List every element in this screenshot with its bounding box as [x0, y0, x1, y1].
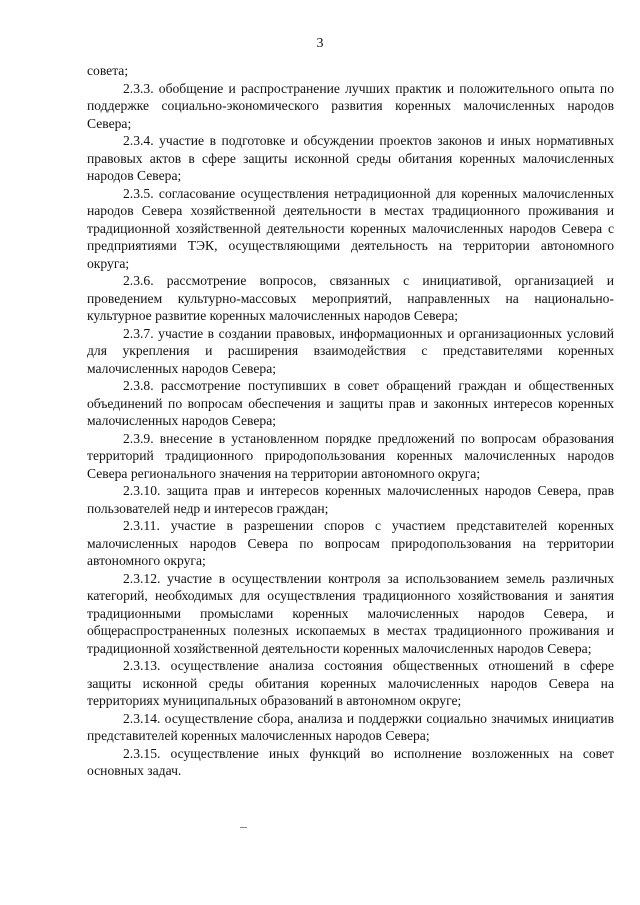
paragraph-2-3-6: 2.3.6. рассмотрение вопросов, связанных с инициативой, организацией и проведением культурно-массовых мероприятий, направленных на национально-культурное развитие коренных малочисленных народов Севера; [87, 273, 614, 323]
paragraph-2-3-3: 2.3.3. обобщение и распространение лучших практик и положительного опыта по поддержке социально-экономического развития коренных малочисленных народов Севера; [87, 80, 614, 131]
paragraph-2-3-4: 2.3.4. участие в подготовке и обсуждении проектов законов и иных нормативных правовых актов в сфере защиты исконной среды обитания коренных малочисленных народов Севера; [87, 133, 614, 183]
paragraph-2-3-14: 2.3.14. осуществление сбора, анализа и поддержки социально значимых инициатив представителей коренных малочисленных народов Севера; [87, 710, 614, 743]
paragraph-2-3-9: 2.3.9. внесение в установленном порядке предложений по вопросам образования территорий традиционного природопользования коренных малочисленных народов Севера регионального значения на территории автономного округа; [87, 430, 614, 481]
scan-mark [240, 827, 247, 828]
paragraph-2-3-15: 2.3.15. осуществление иных функций во исполнение возложенных на совет основных задач. [87, 745, 614, 778]
document-body [87, 62, 614, 780]
paragraph-2-3-11: 2.3.11. участие в разрешении споров с участием представителей коренных малочисленных народов Севера по вопросам природопользования на территории автономного округа; [87, 518, 614, 568]
paragraph-2-3-5: 2.3.5. согласование осуществления нетрадиционной для коренных малочисленных народов Севера хозяйственной деятельности в местах традиционного проживания и традиционной хозяйственной деятельности коренных малочисленных народов Севера с предприятиями ТЭК, осуществляющими деятельность на территории автономного округа; [87, 185, 614, 271]
paragraph-2-3-10: 2.3.10. защита прав и интересов коренных малочисленных народов Севера, прав пользователей недр и интересов граждан; [87, 483, 614, 516]
paragraph-2-3-12: 2.3.12. участие в осуществлении контроля за использованием земель различных категорий, необходимых для осуществления традиционного хозяйствования и занятия традиционными промыслами коренных малочисленных народов Севера, и общераспространенных полезных ископаемых в местах традиционного проживания и традиционной хозяйственной деятельности коренных малочисленных народов Севера; [87, 570, 614, 656]
paragraph-2-3-13: 2.3.13. осуществление анализа состояния общественных отношений в сфере защиты исконной среды обитания коренных малочисленных народов Севера на территориях муниципальных образований в автономном округе; [87, 658, 614, 708]
continuation-text: совета; [87, 63, 129, 78]
page-number: 3 [316, 36, 324, 51]
paragraph-2-3-7: 2.3.7. участие в создании правовых, информационных и организационных условий для укрепления и расширения взаимодействия с представителями коренных малочисленных народов Севера; [87, 325, 614, 376]
paragraph-2-3-8: 2.3.8. рассмотрение поступивших в совет обращений граждан и общественных объединений по вопросам обеспечения и защиты прав и законных интересов коренных малочисленных народов Севера; [87, 378, 614, 428]
